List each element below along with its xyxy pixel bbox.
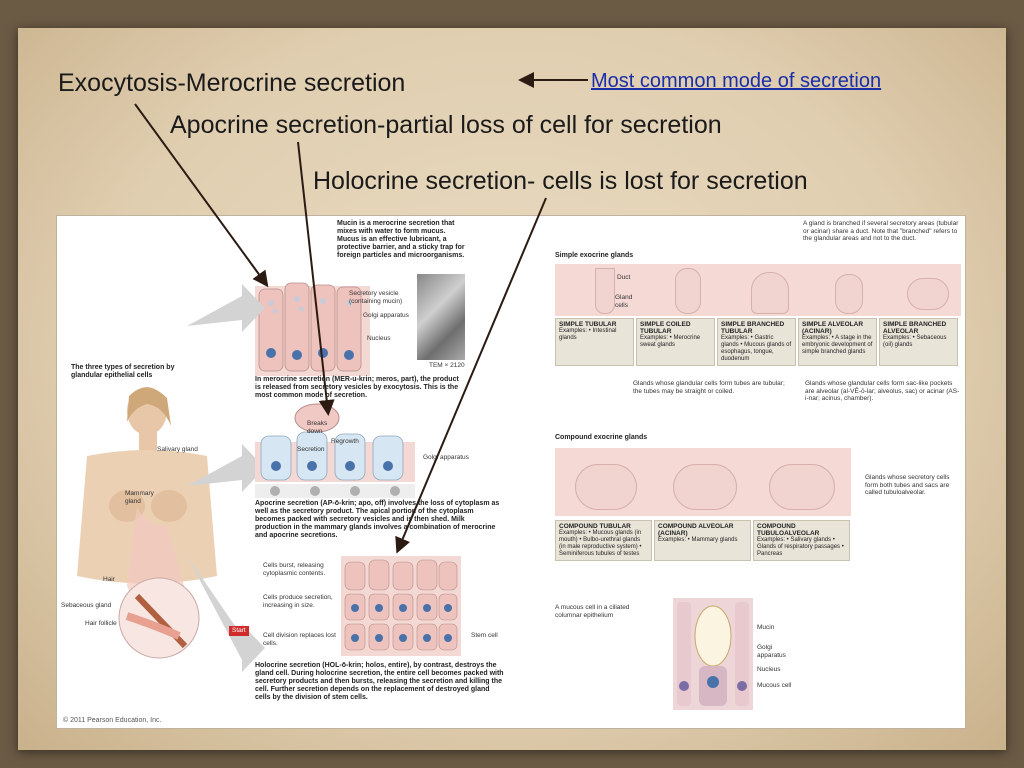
compound-gland-cell-examples: Examples: • Mucous glands (in mouth) • Bulbo-urethral glands (in male reproductive system) • Seminiferous tubules of testes	[559, 530, 642, 557]
simple-glands-table	[555, 318, 961, 366]
secretion-figure	[56, 215, 966, 729]
mucin-note: Mucin is a merocrine secretion that mixes with water to form mucus. Mucus is an effective lubricant, a protective barrier, and a sticky trap for foreign particles and microorganisms.	[337, 220, 465, 259]
gland-cells-label: Gland cells	[615, 294, 633, 309]
tubular-note: Glands whose glandular cells form tubes are tubular; the tubes may be straight or coiled.	[633, 380, 785, 395]
golgi-label: Golgi apparatus	[363, 312, 409, 319]
simple-gland-cell-title: SIMPLE BRANCHED TUBULAR	[721, 321, 785, 335]
mucin-label: Mucin	[757, 624, 775, 631]
simple-gland-cell-title: SIMPLE ALVEOLAR (ACINAR)	[802, 321, 864, 335]
compound-gland-cell	[654, 520, 751, 561]
compound-gland-cell-title: COMPOUND TUBULAR	[559, 523, 631, 530]
simple-gland-cell	[879, 318, 958, 366]
sebaceous-label: Sebaceous gland	[61, 602, 112, 609]
simple-gland-cell-title: SIMPLE TUBULAR	[559, 321, 617, 328]
mucous-cell-label: Mucous cell	[757, 682, 792, 689]
simple-gland-cell	[555, 318, 634, 366]
hair-label: Hair	[103, 576, 115, 583]
alveolar-note: Glands whose glandular cells form sac-like pockets are alveolar (al-VĒ-ō-lar; alveolus, sac) or acinar (AS-i-nar; acinus, chamber).	[805, 380, 960, 402]
nucleus-label: Nucleus	[367, 335, 391, 342]
secretion-label: Secretion	[297, 446, 325, 453]
simple-gland-cell	[636, 318, 715, 366]
heading-merocrine: Exocytosis-Merocrine secretion	[58, 69, 406, 97]
duct-label: Duct	[617, 274, 631, 281]
hair-follicle-label: Hair follicle	[85, 620, 117, 627]
merocrine-caption: In merocrine secretion (MER-u-krin; meros, part), the product is released from secretory vesicles by exocytosis. This is the most common mode of secretion.	[255, 376, 459, 399]
mammary-label: Mammary gland	[125, 490, 154, 505]
simple-gland-cell-examples: Examples: • Gastric glands • Mucous glands of esophagus, tongue, duodenum	[721, 335, 792, 362]
tem-micrograph	[417, 274, 465, 360]
mucous-cell-caption: A mucous cell in a ciliated columnar epithelium	[555, 604, 630, 619]
cell-division-label: Cell division replaces lost cells.	[263, 632, 336, 647]
simple-gland-cell-examples: Examples: • Intestinal glands	[559, 328, 617, 341]
compound-gland-cell	[555, 520, 652, 561]
heading-holocrine: Holocrine secretion- cells is lost for secretion	[313, 167, 808, 195]
copyright: © 2011 Pearson Education, Inc.	[63, 717, 162, 724]
compound-gland-cell-title: COMPOUND TUBULOALVEOLAR	[757, 523, 820, 537]
apocrine-cells	[255, 402, 415, 502]
apocrine-caption: Apocrine secretion (AP-ō-krin; apo, off) involves the loss of cytoplasm as well as the secretory product. The apical portion of the cytoplasm becomes packed with secretory vesicles and is then shed. Milk production in the mammary glands involves a combination of merocrine and apocrine secretions.	[255, 500, 500, 539]
compound-title: Compound exocrine glands	[555, 434, 648, 441]
compound-gland-strip	[555, 448, 851, 516]
simple-gland-cell-examples: Examples: • Sebaceous (oil) glands	[883, 335, 947, 348]
simple-gland-cell-title: SIMPLE BRANCHED ALVEOLAR	[883, 321, 947, 335]
cells-produce-label: Cells produce secretion, increasing in size.	[263, 594, 333, 609]
simple-title: Simple exocrine glands	[555, 252, 634, 259]
secretory-vesicle-label: Secretory vesicle (containing mucin)	[349, 290, 403, 305]
simple-gland-cell	[798, 318, 877, 366]
compound-gland-cell-examples: Examples: • Salivary glands • Glands of respiratory passages • Pancreas	[757, 537, 844, 557]
merocrine-cells	[255, 271, 370, 376]
golgi2-label: Golgi apparatus	[423, 454, 469, 461]
simple-gland-cell-examples: Examples: • Merocrine sweat glands	[640, 335, 701, 348]
heading-apocrine: Apocrine secretion-partial loss of cell for secretion	[170, 111, 722, 139]
compound-gland-cell	[753, 520, 850, 561]
compound-glands-table	[555, 520, 851, 561]
most-common-link[interactable]: Most common mode of secretion	[591, 70, 882, 92]
compound-gland-cell-examples: Examples: • Mammary glands	[658, 537, 738, 543]
nucleus2-label: Nucleus	[757, 666, 781, 673]
holocrine-cells	[341, 556, 461, 656]
holocrine-caption: Holocrine secretion (HOL-ō-krin; holos, entire), by contrast, destroys the gland cell. During holocrine secretion, the entire cell becomes packed with secretory products and then bursts, releasing the secretion and killing the cell. Further secretion depends on the replacement of destroyed gland cells by the division of stem cells.	[255, 662, 504, 701]
start-label: Start	[229, 626, 249, 636]
simple-gland-cell-title: SIMPLE COILED TUBULAR	[640, 321, 691, 335]
compound-gland-cell-title: COMPOUND ALVEOLAR (ACINAR)	[658, 523, 734, 537]
simple-gland-cell	[717, 318, 796, 366]
mucous-cell	[673, 598, 753, 710]
golgi3-label: Golgi apparatus	[757, 644, 786, 659]
salivary-label: Salivary gland	[157, 446, 198, 453]
tem-label: TEM × 2120	[429, 362, 465, 369]
breaks-down-label: Breaks down	[307, 420, 328, 435]
compound-note: Glands whose secretory cells form both tubes and sacs are called tubuloalveolar.	[865, 474, 950, 496]
branched-note: A gland is branched if several secretory areas (tubular or acinar) share a duct. Note that "branched" refers to the glandular areas and not to the duct.	[803, 220, 959, 242]
cells-burst-label: Cells burst, releasing cytoplasmic contents.	[263, 562, 326, 577]
stem-cell-label: Stem cell	[471, 632, 498, 639]
three-types-label: The three types of secretion by glandular epithelial cells	[71, 364, 175, 379]
regrowth-label: Regrowth	[331, 438, 359, 445]
simple-gland-cell-examples: Examples: • A stage in the embryonic development of simple branched glands	[802, 335, 873, 355]
